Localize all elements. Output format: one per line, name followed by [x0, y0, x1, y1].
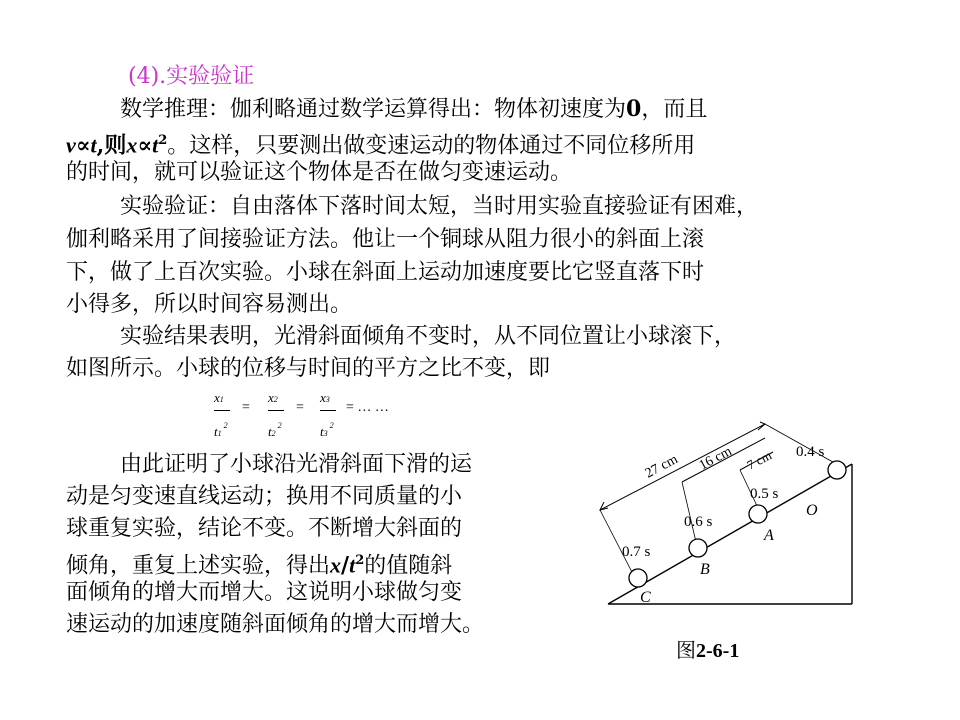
frac2-den: t — [268, 424, 272, 439]
frac1-den: t — [214, 424, 218, 439]
caption-number: 2-6-1 — [696, 640, 740, 662]
p1-zero: 0 — [626, 96, 642, 122]
ratio-x: x — [330, 552, 342, 578]
paragraph2-line3: 下，做了上百次实验。小球在斜面上运动加速度要比它竖直落下时 — [66, 260, 705, 285]
paragraph2-line4: 小得多，所以时间容易测出。 — [66, 292, 353, 317]
label-27cm: 27 cm — [642, 452, 681, 482]
p1-comma-then: ,则 — [96, 132, 127, 159]
incline-figure — [590, 420, 870, 610]
sq-2: 2 — [158, 133, 168, 148]
frac2-num-sub: 2 — [273, 395, 278, 404]
fraction-bar — [214, 410, 230, 411]
caption-prefix: 图 — [676, 638, 696, 662]
frac1-den-sup: 2 — [223, 421, 228, 430]
label-07s: 0.7 s — [622, 544, 651, 560]
ball-o — [828, 461, 846, 479]
frac2-den-sub: 2 — [271, 429, 276, 438]
frac2-den-sup: 2 — [277, 421, 282, 430]
paragraph2-line2: 伽利略采用了间接验证方法。他让一个铜球从阻力很小的斜面上滚 — [66, 227, 705, 252]
label-06s: 0.6 s — [684, 514, 713, 530]
point-a: A — [764, 527, 774, 544]
frac1-num-sub: 1 — [219, 395, 224, 404]
frac2-num: x — [268, 390, 274, 405]
ratio-slash: / — [341, 552, 350, 579]
frac3-den: t — [320, 424, 324, 439]
frac1-num: x — [214, 390, 220, 405]
frac3-den-sub: 3 — [323, 429, 328, 438]
equals-2: = — [296, 400, 304, 415]
paragraph1-line1 — [120, 96, 707, 123]
label-7cm: 7 cm — [744, 447, 775, 473]
figure-caption — [676, 634, 739, 663]
paragraph1-line2 — [66, 128, 695, 159]
paragraph4-line2: 动是匀变速直线运动；换用不同质量的小 — [66, 484, 463, 509]
var-t2: t — [152, 132, 159, 158]
extension-b — [682, 482, 696, 542]
equals-tail: = … … — [346, 400, 389, 415]
var-v: v — [66, 132, 76, 158]
var-t: t — [90, 132, 97, 158]
section-heading: (4).实验验证 — [128, 64, 255, 89]
fraction-bar — [320, 410, 336, 411]
paragraph4-line1: 由此证明了小球沿光滑斜面下滑的运 — [120, 452, 473, 477]
equals-1: = — [242, 400, 250, 415]
dimension-27cm — [600, 424, 765, 510]
p4-line4b: 的值随斜 — [364, 553, 453, 579]
p1-end: ，而且 — [641, 97, 708, 122]
label-16cm: 16 cm — [696, 444, 735, 474]
p1-line2-rest: 。这样，只要测出做变速运动的物体通过不同位移所用 — [167, 133, 696, 159]
paragraph3-line2: 如图所示。小球的位移与时间的平方之比不变，即 — [66, 356, 551, 381]
p1-text: 数学推理：伽利略通过数学运算得出：物体初速度为 — [120, 97, 627, 122]
ball-a — [749, 505, 767, 523]
ratio-t: t — [349, 552, 356, 578]
frac1-den-sub: 1 — [217, 429, 222, 438]
ball-c — [629, 569, 647, 587]
frac3-num-sub: 3 — [325, 395, 330, 404]
point-c: C — [640, 589, 651, 606]
paragraph1-line3: 的时间，就可以验证这个物体是否在做匀变速运动。 — [66, 160, 573, 185]
ratio-formula — [210, 388, 450, 448]
ratio-sq: 2 — [355, 553, 365, 568]
fraction-bar — [268, 410, 284, 411]
prop-symbol-1: ∝ — [75, 132, 91, 159]
point-o: O — [806, 502, 818, 519]
prop-symbol-2: ∝ — [137, 132, 153, 159]
paragraph4-line3: 球重复实验，结论不变。不断增大斜面的 — [66, 516, 463, 541]
paragraph2-line1: 实验验证：自由落体下落时间太短，当时用实验直接验证有困难， — [120, 194, 759, 219]
point-b: B — [700, 561, 710, 578]
paragraph3-line1: 实验结果表明，光滑斜面倾角不变时，从不同位置让小球滚下， — [120, 324, 737, 349]
label-05s: 0.5 s — [750, 486, 779, 502]
label-04s: 0.4 s — [796, 444, 825, 460]
paragraph4-line5: 面倾角的增大而增大。这说明小球做匀变 — [66, 580, 463, 605]
p4-line4a: 倾角，重复上述实验，得出 — [66, 553, 331, 579]
paragraph4-line6: 速运动的加速度随斜面倾角的增大而增大。 — [66, 612, 485, 637]
var-x: x — [126, 132, 138, 158]
frac3-den-sup: 2 — [329, 421, 334, 430]
paragraph4-line4 — [66, 548, 452, 579]
frac3-num: x — [320, 390, 326, 405]
ball-b — [689, 539, 707, 557]
